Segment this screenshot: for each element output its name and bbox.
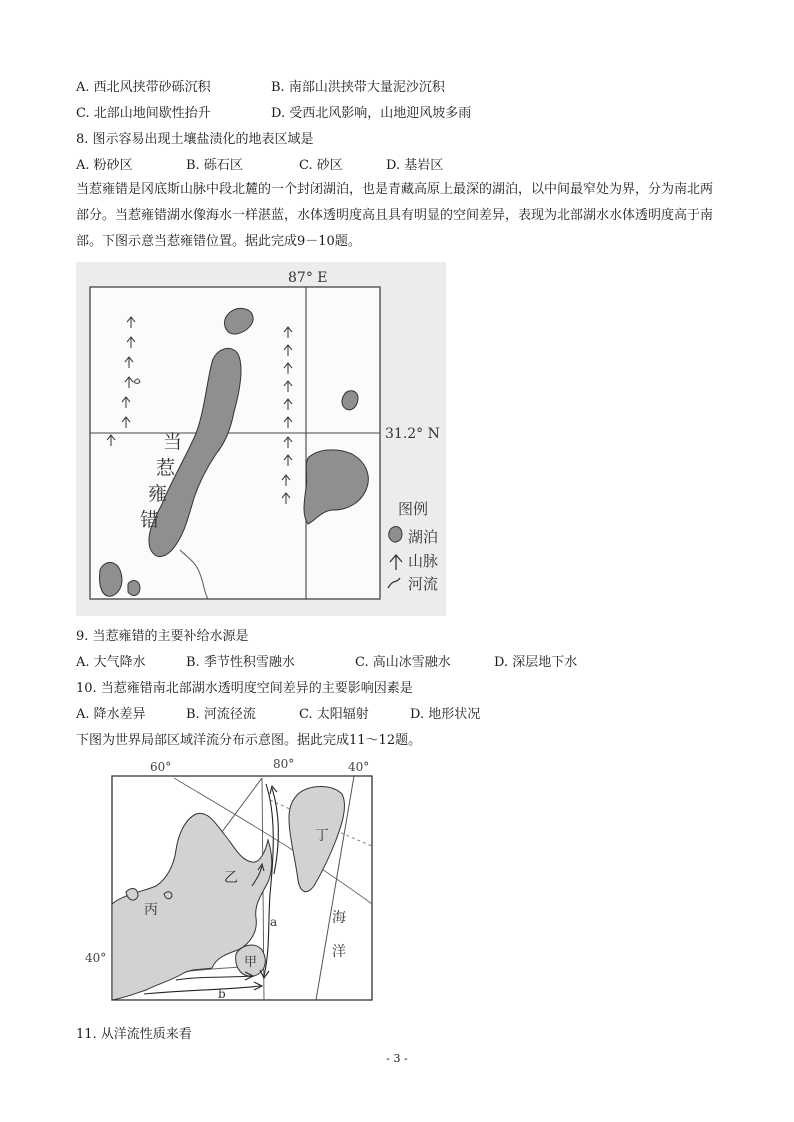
passage-dangreyongcuo: 当惹雍错是冈底斯山脉中段北麓的一个封闭湖泊，也是青藏高原上最深的湖泊，以中间最窄处为界，分为南北两部分。当惹雍错湖水像海水一样湛蓝，水体透明度高且具有明显的空间差异，表现为北部湖水水体透明度高于南部。下图示意当惹雍错位置。据此完成9－10题。 [76, 182, 714, 249]
lake-name-char-4: 错 [140, 509, 160, 531]
q9-option-a: A. 大气降水 [76, 655, 146, 670]
q9-option-c: C. 高山冰雪融水 [355, 655, 451, 670]
q7-option-d: D. 受西北风影响，山地迎风坡多雨 [271, 106, 472, 121]
q10-option-d: D. 地形状况 [410, 707, 481, 722]
label-ocean-1: 海 [332, 910, 346, 926]
q9-stem: 9. 当惹雍错的主要补给水源是 [76, 629, 249, 644]
label-ocean-2: 洋 [332, 944, 346, 960]
label-bing: 丙 [144, 902, 158, 918]
lon-label-60: 60° [150, 760, 172, 774]
q8-option-c: C. 砂区 [299, 158, 343, 173]
dangreyongcuo-map [76, 262, 446, 616]
legend-title: 图例 [398, 500, 429, 518]
lon-label-40: 40° [348, 760, 370, 774]
page-number: - 3 - [386, 1052, 408, 1065]
label-yi: 乙 [224, 870, 238, 886]
q8-option-d: D. 基岩区 [386, 158, 444, 173]
q9-option-b: B. 季节性积雪融水 [186, 655, 295, 670]
q10-option-c: C. 太阳辐射 [299, 707, 369, 722]
q10-option-b: B. 河流径流 [186, 707, 256, 722]
q7-option-b: B. 南部山洪挟带大量泥沙沉积 [271, 80, 445, 95]
label-ding: 丁 [315, 828, 329, 844]
q8-option-a: A. 粉砂区 [76, 158, 133, 173]
lake-southwest [100, 563, 122, 597]
label-jia: 甲 [244, 955, 258, 970]
legend-lake-label: 湖泊 [408, 528, 439, 546]
q10-option-a: A. 降水差异 [76, 707, 146, 722]
q8-stem: 8. 图示容易出现土壤盐渍化的地表区域是 [76, 132, 314, 147]
latitude-label: 31.2° N [385, 426, 440, 442]
lake-southwest-small [128, 581, 140, 596]
lake-name-char-2: 惹 [156, 457, 176, 479]
legend-river-label: 河流 [408, 575, 439, 593]
lake-name-char-3: 雍 [148, 483, 168, 505]
legend-mountain-label: 山脉 [408, 552, 439, 570]
lake-name-char-1: 当 [163, 431, 183, 453]
q7-option-a: A. 西北风挟带砂砾沉积 [76, 80, 211, 95]
q7-option-c: C. 北部山地间歇性抬升 [76, 106, 211, 121]
ocean-current-map [84, 754, 378, 1010]
longitude-label: 87° E [288, 270, 328, 286]
label-current-b: b [218, 987, 226, 1001]
legend-lake-icon [389, 527, 402, 542]
q10-stem: 10. 当惹雍错南北部湖水透明度空间差异的主要影响因素是 [76, 681, 413, 696]
label-current-a: a [270, 915, 278, 929]
q11-stem: 11. 从洋流性质来看 [76, 1027, 192, 1042]
passage-ocean-currents: 下图为世界局部区域洋流分布示意图。据此完成11～12题。 [76, 733, 422, 748]
q9-option-d: D. 深层地下水 [494, 655, 578, 670]
q8-option-b: B. 砾石区 [186, 158, 243, 173]
lat-label-40: 40° [85, 951, 107, 965]
lon-label-80: 80° [273, 757, 295, 771]
